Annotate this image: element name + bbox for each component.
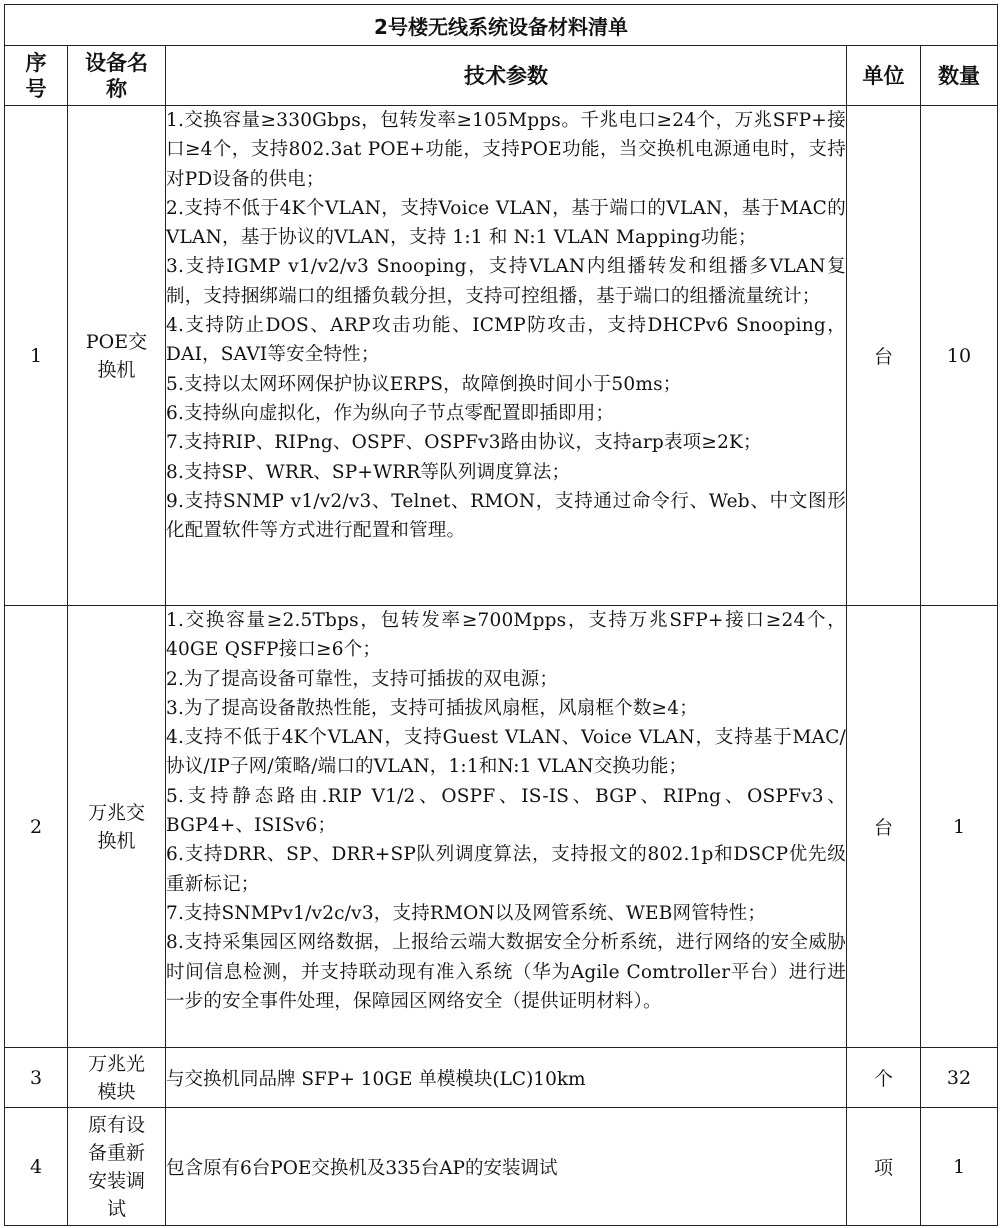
row-index: 1 — [5, 106, 68, 606]
param-line: 8.支持SP、WRR、SP+WRR等队列调度算法； — [166, 461, 571, 483]
param-line: 7.支持SNMPv1/v2c/v3，支持RMON以及网管系统、WEB网管特性； — [166, 902, 767, 924]
param-line: 4.支持不低于4K个VLAN，支持Guest VLAN、Voice VLAN，支持基于MAC/协议/IP子网/策略/端口的VLAN，1:1和N:1 VLAN交换功能； — [166, 727, 846, 778]
row-qty: 1 — [921, 606, 998, 1048]
param-line: 1.交换容量≥330Gbps，包转发率≥105Mpps。千兆电口≥24个，万兆SFP+接口≥4个，支持802.3at POE+功能，支持POE功能，当交换机电源通电时，支持对PD设备的供电； — [166, 110, 846, 190]
table-row — [5, 606, 998, 1048]
header-name: 设备名称 — [68, 46, 166, 106]
header-index: 序号 — [5, 46, 68, 106]
table-row — [5, 1108, 998, 1226]
row-qty: 10 — [921, 106, 998, 606]
table-row — [5, 1048, 998, 1108]
param-line: 5.支持静态路由.RIP V1/2、OSPF、IS-IS、BGP、RIPng、OSPFv3、BGP4+、ISISv6； — [166, 785, 846, 837]
param-line: 5.支持以太网环网保护协议ERPS，故障倒换时间小于50ms； — [166, 373, 682, 395]
equipment-list-table — [4, 4, 998, 1226]
param-line: 2.支持不低于4K个VLAN，支持Voice VLAN，基于端口的VLAN，基于MAC的VLAN，基于协议的VLAN，支持 1:1 和 N:1 VLAN Mapping功能； — [166, 197, 846, 249]
header-qty: 数量 — [921, 46, 998, 106]
row-unit: 个 — [847, 1048, 921, 1108]
row-params — [166, 106, 847, 606]
row-params — [166, 606, 847, 1048]
row-name: POE交换机 — [68, 106, 166, 606]
row-qty: 32 — [921, 1048, 998, 1108]
row-name: 万兆光模块 — [68, 1048, 166, 1108]
row-name: 万兆交换机 — [68, 606, 166, 1048]
param-line: 1.交换容量≥2.5Tbps，包转发率≥700Mpps，支持万兆SFP+接口≥24个，40GE QSFP接口≥6个； — [166, 610, 846, 661]
table-title: 2号楼无线系统设备材料清单 — [5, 5, 998, 46]
title-row — [5, 5, 998, 46]
param-line: 3.为了提高设备散热性能，支持可插拔风扇框，风扇框个数≥4； — [166, 697, 698, 719]
row-unit: 台 — [847, 106, 921, 606]
param-line: 3.支持IGMP v1/v2/v3 Snooping，支持VLAN内组播转发和组播多VLAN复制，支持捆绑端口的组播负载分担，支持可控组播，基于端口的组播流量统计； — [166, 256, 846, 307]
param-line: 4.支持防止DOS、ARP攻击功能、ICMP防攻击，支持DHCPv6 Snooping，DAI，SAVI等安全特性； — [166, 315, 846, 366]
param-line: 2.为了提高设备可靠性，支持可插拔的双电源； — [166, 668, 559, 690]
row-index: 4 — [5, 1108, 68, 1226]
row-params: 与交换机同品牌 SFP+ 10GE 单模模块(LC)10km — [166, 1048, 847, 1108]
row-index: 2 — [5, 606, 68, 1048]
param-line: 8.支持采集园区网络数据，上报给云端大数据安全分析系统，进行网络的安全威胁时间信息检测，并支持联动现有准入系统（华为Agile Comtroller平台）进行进一步的安全事件处理，保障园区网络安全（提供证明材料）。 — [166, 932, 846, 1012]
row-unit: 台 — [847, 606, 921, 1048]
row-name: 原有设备重新安装调试 — [68, 1108, 166, 1226]
table-row — [5, 106, 998, 606]
row-unit: 项 — [847, 1108, 921, 1226]
header-row — [5, 46, 998, 106]
row-params: 包含原有6台POE交换机及335台AP的安装调试 — [166, 1108, 847, 1226]
param-line: 6.支持DRR、SP、DRR+SP队列调度算法，支持报文的802.1p和DSCP优先级重新标记； — [166, 844, 846, 895]
row-qty: 1 — [921, 1108, 998, 1226]
param-line: 9.支持SNMP v1/v2/v3、Telnet、RMON，支持通过命令行、Web、中文图形化配置软件等方式进行配置和管理。 — [166, 490, 846, 542]
param-line: 6.支持纵向虚拟化，作为纵向子节点零配置即插即用； — [166, 402, 615, 424]
param-line: 7.支持RIP、RIPng、OSPF、OSPFv3路由协议，支持arp表项≥2K； — [166, 432, 762, 454]
row-index: 3 — [5, 1048, 68, 1108]
header-unit: 单位 — [847, 46, 921, 106]
header-params: 技术参数 — [166, 46, 847, 106]
